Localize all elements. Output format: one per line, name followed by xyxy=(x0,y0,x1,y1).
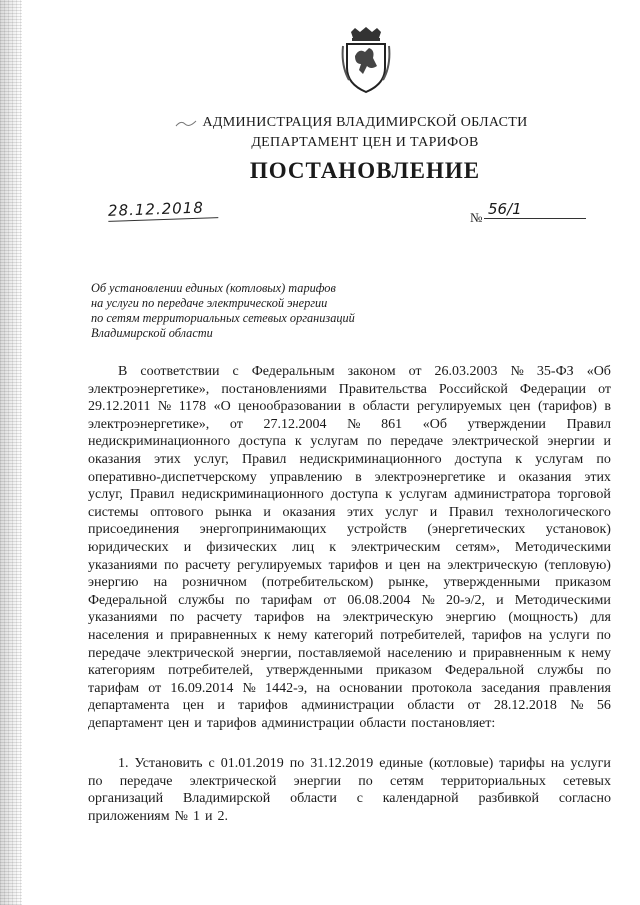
word: (мощность) xyxy=(508,610,578,626)
word: 1442-э, xyxy=(265,680,308,696)
word: с xyxy=(356,791,363,807)
preamble-line xyxy=(88,486,611,504)
word: к xyxy=(294,434,302,450)
word: Методическими xyxy=(514,592,611,608)
word: Федеральным xyxy=(251,364,335,379)
word: от xyxy=(148,680,162,696)
word: и xyxy=(263,504,271,520)
coat-of-arms-icon xyxy=(341,26,391,96)
word: Владимирской xyxy=(182,791,271,807)
word: соответствии xyxy=(140,364,220,379)
word: цен xyxy=(168,715,190,731)
preamble-line xyxy=(88,469,611,487)
word: оказания xyxy=(282,504,336,520)
word: населению xyxy=(387,645,453,661)
word: этих xyxy=(154,451,181,467)
word: приказом xyxy=(376,663,432,679)
word: рынке, xyxy=(388,575,429,591)
word: и xyxy=(603,434,611,450)
word: нему xyxy=(581,645,611,661)
word: «О xyxy=(213,399,231,415)
word: услугам xyxy=(399,487,448,503)
word: В xyxy=(118,364,128,379)
clause-line xyxy=(88,790,611,808)
word: Российской xyxy=(438,381,508,397)
word: (котловые) xyxy=(429,756,494,771)
word: Правил xyxy=(241,451,287,467)
word: администратора xyxy=(454,487,551,503)
word: по xyxy=(163,557,179,573)
word: услуг, xyxy=(88,487,123,503)
word: приравненным xyxy=(472,645,562,661)
word: 1 xyxy=(192,808,200,824)
word: на xyxy=(153,575,168,591)
word: № xyxy=(570,698,584,714)
word: недискриминационного xyxy=(88,434,231,450)
word: «Об xyxy=(586,364,611,379)
word: электрической xyxy=(189,773,277,789)
word: управлению xyxy=(269,469,343,485)
word: правления xyxy=(549,680,611,696)
subject-line: Владимирской области xyxy=(91,326,213,340)
preamble-line xyxy=(88,574,611,592)
word: потребителей, xyxy=(168,663,254,679)
word: и xyxy=(155,627,164,643)
word: энергии xyxy=(293,773,342,789)
word: ценообразовании xyxy=(238,399,342,415)
word: тарифам xyxy=(88,680,140,696)
word: 28.12.2018 xyxy=(493,698,557,714)
word: департамента xyxy=(88,698,170,714)
word: Правил xyxy=(130,487,175,503)
word: территориальных xyxy=(440,773,546,789)
word: указаниями xyxy=(88,557,158,573)
word: «Об xyxy=(422,416,447,432)
word: услуги xyxy=(549,627,590,643)
word: сетям xyxy=(389,773,424,789)
word: оперативно-диспетчерскому xyxy=(88,469,257,485)
word: технологического xyxy=(504,504,611,520)
word: установок) xyxy=(545,522,611,538)
word: администрации xyxy=(301,698,395,714)
word: 31.12.2019 xyxy=(310,756,374,771)
word: к xyxy=(515,451,523,467)
word: и xyxy=(183,539,192,555)
word: и xyxy=(458,645,467,661)
clause-1-paragraph xyxy=(88,755,611,825)
word: и xyxy=(217,698,225,714)
word: Правительства xyxy=(338,381,427,397)
word: единые xyxy=(379,756,424,771)
word: по xyxy=(235,592,250,608)
word: Федеральной xyxy=(445,663,525,679)
preamble-line xyxy=(88,592,611,610)
word: Правил xyxy=(448,504,494,520)
word: к xyxy=(263,627,271,643)
word: № xyxy=(242,680,256,696)
preamble-paragraph xyxy=(88,363,611,732)
preamble-line xyxy=(88,381,611,399)
word: 861 xyxy=(381,416,403,432)
word: на xyxy=(316,680,331,696)
handwritten-date: 28.12.2018 xyxy=(108,198,219,222)
word: указаниями xyxy=(88,610,158,626)
word: № xyxy=(510,364,524,379)
word: энергии, xyxy=(240,645,292,661)
word: лиц xyxy=(292,539,315,555)
word: области xyxy=(290,791,337,807)
word: по xyxy=(596,451,611,467)
word: 26.03.2003 xyxy=(434,364,498,379)
preamble-line xyxy=(88,416,611,434)
word: утвержденными xyxy=(443,575,541,591)
word: приложениям xyxy=(88,808,170,824)
word: к xyxy=(568,645,575,661)
word: доступа xyxy=(454,451,503,467)
word: Установить xyxy=(134,756,203,771)
word: № xyxy=(174,808,188,824)
word: 27.12.2004 xyxy=(263,416,327,432)
word: электроэнергетике», xyxy=(88,416,210,432)
word: и xyxy=(385,557,393,573)
word: Правил xyxy=(566,416,611,432)
word: расчету xyxy=(196,610,243,626)
word: к xyxy=(329,539,336,555)
word: 1178 xyxy=(178,399,207,415)
preamble-line xyxy=(88,697,611,715)
word: с xyxy=(232,364,239,379)
word: оптового xyxy=(150,504,204,520)
preamble-line xyxy=(88,645,611,663)
clause-line xyxy=(88,755,611,773)
word: 01.01.2019 xyxy=(220,756,284,771)
word: от xyxy=(229,416,243,432)
word: сетям», xyxy=(455,539,500,555)
word: цен xyxy=(399,557,421,573)
word: цен xyxy=(182,698,204,714)
word: передаче xyxy=(88,645,141,661)
word: постановлениями xyxy=(221,381,327,397)
word: № xyxy=(421,592,435,608)
word: по xyxy=(367,434,382,450)
word: регулируемых xyxy=(237,557,323,573)
word: (энергетических xyxy=(427,522,526,538)
word: Федеральной xyxy=(88,592,168,608)
subject-line: Об установлении единых (котловых) тарифов xyxy=(91,281,336,295)
word: электрическую xyxy=(342,610,434,626)
word: от xyxy=(408,364,422,379)
word: службы xyxy=(537,663,584,679)
word: передаче xyxy=(390,434,444,450)
preamble-line xyxy=(88,521,611,539)
word: по xyxy=(358,773,373,789)
word: от xyxy=(467,698,481,714)
preamble-line xyxy=(88,539,611,557)
word: энергию xyxy=(88,575,139,591)
word: 1. xyxy=(118,756,129,771)
preamble-line xyxy=(88,451,611,469)
word: 29.12.2011 xyxy=(88,399,151,415)
word: по xyxy=(169,610,185,626)
word: 20-э/2, xyxy=(445,592,486,608)
word: службы xyxy=(178,592,225,608)
word: электрическую xyxy=(447,557,538,573)
word: 06.08.2004 xyxy=(347,592,411,608)
word: тарифов xyxy=(238,698,288,714)
word: 56 xyxy=(596,698,611,714)
word: и xyxy=(194,715,202,731)
word: № xyxy=(347,416,361,432)
word: регулируемых xyxy=(416,399,502,415)
word: организаций xyxy=(88,791,164,807)
word: по xyxy=(289,756,305,771)
word: на xyxy=(528,627,543,643)
preamble-line xyxy=(88,398,611,416)
word: тарифов xyxy=(471,627,522,643)
word: и xyxy=(496,592,504,608)
word: в xyxy=(355,469,362,485)
scan-edge-noise xyxy=(0,0,22,905)
word: по xyxy=(596,627,611,643)
word: к xyxy=(385,487,393,503)
word: области xyxy=(362,399,410,415)
word: (тарифов) xyxy=(537,399,597,415)
word: оказания xyxy=(518,469,572,485)
word: приказом xyxy=(555,575,611,591)
clause-line xyxy=(88,773,611,791)
word: этих xyxy=(347,504,374,520)
word: утвержденными xyxy=(266,663,363,679)
word: сетевых xyxy=(563,773,611,789)
word: утверждении xyxy=(467,416,546,432)
administration-title: АДМИНИСТРАЦИЯ ВЛАДИМИРСКОЙ ОБЛАСТИ xyxy=(202,115,528,130)
preamble-line xyxy=(88,609,611,627)
word: тарифам xyxy=(261,592,313,608)
word: энергию xyxy=(445,610,496,626)
word: по xyxy=(88,773,103,789)
preamble-line xyxy=(88,680,611,698)
word: от xyxy=(323,592,337,608)
word: электрической xyxy=(451,434,539,450)
preamble-line xyxy=(88,504,611,522)
word: на xyxy=(316,610,331,626)
subject-line: по сетям территориальных сетевых организаций xyxy=(91,311,355,325)
preamble-line xyxy=(88,557,611,575)
word: нему xyxy=(277,627,308,643)
word: для xyxy=(590,610,611,626)
word: от xyxy=(598,381,611,397)
word: с xyxy=(208,756,215,771)
preamble-line xyxy=(88,662,611,680)
word: и xyxy=(204,808,213,824)
word: рынка xyxy=(215,504,252,520)
word: тарифов xyxy=(254,610,305,626)
word: услуг, xyxy=(193,451,229,467)
word: протокола xyxy=(411,680,472,696)
word: оказания xyxy=(88,451,141,467)
word: разбивкой xyxy=(478,791,540,807)
word: электрическим xyxy=(351,539,441,555)
word: согласно xyxy=(558,791,611,807)
word: в xyxy=(348,399,356,415)
word: цен xyxy=(509,399,531,415)
word: потребителей, xyxy=(380,627,466,643)
word: электрической xyxy=(147,645,235,661)
word: тарифов xyxy=(328,557,379,573)
word: этих xyxy=(584,469,611,485)
word: Федерации xyxy=(519,381,587,397)
word: (тепловую) xyxy=(544,557,611,573)
word: администрации xyxy=(261,715,355,731)
word: тарифов xyxy=(206,715,257,731)
word: заседания xyxy=(481,680,541,696)
word: области xyxy=(359,715,407,731)
word: законом xyxy=(347,364,396,379)
handwritten-number: 56/1 xyxy=(484,200,586,219)
word: области xyxy=(407,698,455,714)
word: услугам xyxy=(310,434,359,450)
word: (потребительском) xyxy=(261,575,374,591)
word: недискриминационного xyxy=(299,451,442,467)
word: физических xyxy=(206,539,278,555)
word: поставляемой xyxy=(297,645,381,661)
word: услуги xyxy=(570,756,611,771)
word: категориям xyxy=(88,663,155,679)
word: 16.09.2014 xyxy=(170,680,234,696)
word: 35-ФЗ xyxy=(536,364,574,379)
word: системы xyxy=(88,504,139,520)
word: департамент xyxy=(88,715,164,731)
word: приравненных xyxy=(170,627,258,643)
clause-line xyxy=(88,808,611,826)
preamble-line xyxy=(88,433,611,451)
word: и xyxy=(429,504,438,520)
subject-block xyxy=(91,281,411,341)
word: на xyxy=(426,557,441,573)
document-type-title: ПОСТАНОВЛЕНИЕ xyxy=(249,158,481,183)
preamble-line xyxy=(88,363,611,381)
word: доступа xyxy=(238,434,287,450)
word: Методическими xyxy=(514,539,611,555)
word: передаче xyxy=(119,773,173,789)
word: 2. xyxy=(217,808,228,824)
word: тарифы xyxy=(499,756,545,771)
word: расчету xyxy=(185,557,231,573)
word: торговой xyxy=(557,487,611,503)
word: и xyxy=(498,469,506,485)
word: присоединения xyxy=(88,522,180,538)
word: основании xyxy=(339,680,403,696)
word: в xyxy=(604,399,611,415)
subject-line: на услуги по передаче электрической энергии xyxy=(91,296,328,310)
word: энергопринимающих xyxy=(199,522,327,538)
preamble-line xyxy=(88,627,611,645)
word: энергии xyxy=(547,434,595,450)
word: населения xyxy=(88,627,149,643)
word: услугам xyxy=(535,451,584,467)
preamble-line xyxy=(88,715,611,733)
word: услуг xyxy=(385,504,419,520)
word: недискриминационного xyxy=(181,487,324,503)
word: юридических xyxy=(88,539,169,555)
word: устройств xyxy=(346,522,407,538)
word: доступа xyxy=(330,487,379,503)
word: электроэнергетике xyxy=(374,469,486,485)
word: категорий xyxy=(314,627,374,643)
word: календарной xyxy=(382,791,459,807)
word: постановляет: xyxy=(411,715,496,731)
word: электроэнергетике», xyxy=(88,381,210,397)
word: розничном xyxy=(182,575,247,591)
word: по xyxy=(596,663,611,679)
word: № xyxy=(157,399,172,415)
number-label: № xyxy=(470,210,483,225)
department-title: ДЕПАРТАМЕНТ ЦЕН И ТАРИФОВ xyxy=(251,135,479,150)
word: на xyxy=(550,756,565,771)
